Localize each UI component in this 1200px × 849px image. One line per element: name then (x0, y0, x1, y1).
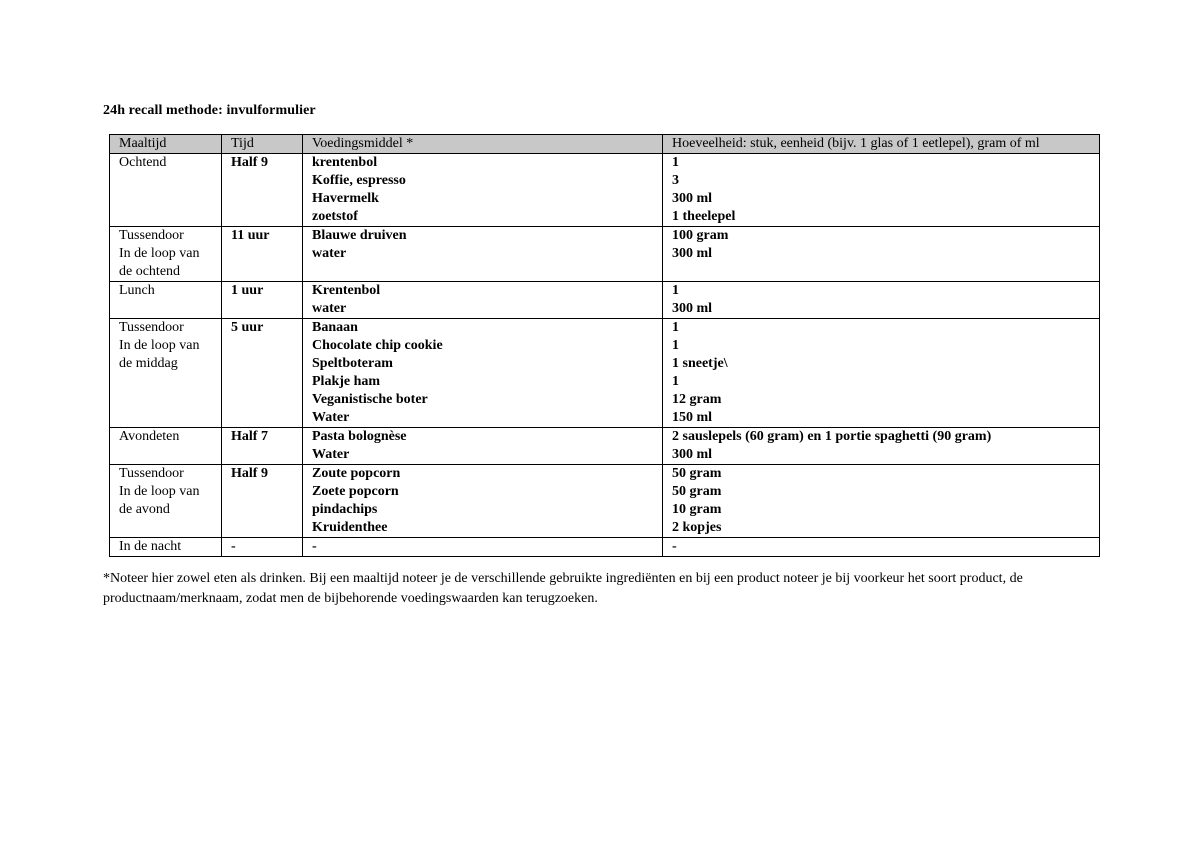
recall-table (109, 134, 1100, 557)
time-cell-value: Half 9 (231, 466, 268, 481)
amount-cell-line: 10 gram (672, 502, 722, 517)
time-cell-value: - (231, 539, 236, 554)
food-cell (303, 282, 663, 319)
amount-cell (663, 282, 1100, 319)
amount-cell (663, 154, 1100, 227)
table-row (110, 154, 1100, 227)
amount-cell-line: 300 ml (672, 191, 713, 206)
amount-cell-line: 12 gram (672, 392, 722, 407)
amount-cell-line: 150 ml (672, 410, 713, 425)
meal-cell (110, 154, 222, 227)
meal-cell-line: Lunch (119, 283, 155, 298)
amount-cell-line: - (672, 539, 677, 554)
amount-cell-line: 1 (672, 374, 679, 389)
amount-cell (663, 538, 1100, 557)
amount-cell-line: 100 gram (672, 228, 729, 243)
food-cell-line: Pasta bolognèse (312, 429, 407, 444)
amount-cell-line: 1 (672, 338, 679, 353)
time-cell (222, 282, 303, 319)
amount-cell-line: 300 ml (672, 301, 713, 316)
amount-cell-line: 1 sneetje\ (672, 356, 728, 371)
header-food: Voedingsmiddel * (303, 135, 663, 154)
time-cell-value: Half 9 (231, 155, 268, 170)
time-cell (222, 538, 303, 557)
food-cell-line: Havermelk (312, 191, 379, 206)
food-cell-line: Krentenbol (312, 283, 381, 298)
table-row (110, 227, 1100, 282)
meal-cell-line: In de nacht (119, 539, 182, 554)
time-cell-value: 11 uur (231, 228, 270, 243)
food-cell (303, 319, 663, 428)
food-cell-line: water (312, 246, 347, 261)
food-cell-line: pindachips (312, 502, 378, 517)
food-cell-line: Speltboteram (312, 356, 393, 371)
amount-cell-line: 2 sauslepels (60 gram) en 1 portie spaghetti (90 gram) (672, 429, 992, 444)
table-row (110, 428, 1100, 465)
meal-cell-line: de avond (119, 502, 170, 517)
meal-cell-line: de ochtend (119, 264, 181, 279)
meal-cell-line: Avondeten (119, 429, 180, 444)
food-cell-line: Koffie, espresso (312, 173, 406, 188)
food-cell-line: Water (312, 410, 350, 425)
food-cell-line: Blauwe druiven (312, 228, 407, 243)
amount-cell (663, 227, 1100, 282)
meal-cell-line: de middag (119, 356, 178, 371)
amount-cell-line: 1 (672, 320, 679, 335)
meal-cell-line: Tussendoor (119, 228, 184, 243)
meal-cell (110, 227, 222, 282)
time-cell (222, 465, 303, 538)
meal-cell-line: In de loop van (119, 484, 200, 499)
food-cell-line: Water (312, 447, 350, 462)
food-cell-line: Kruidenthee (312, 520, 388, 535)
page-title: 24h recall methode: invulformulier (103, 103, 316, 118)
table-row (110, 538, 1100, 557)
meal-cell-line: Ochtend (119, 155, 167, 170)
food-cell (303, 227, 663, 282)
time-cell-value: 1 uur (231, 283, 264, 298)
meal-cell (110, 319, 222, 428)
table-row (110, 319, 1100, 428)
amount-cell-line: 50 gram (672, 484, 722, 499)
footnote: *Noteer hier zowel eten als drinken. Bij een maaltijd noteer je de verschillende gebruikte ingrediënten en bij een product noteer je bij voorkeur het soort product, de productnaam/merknaam, zodat men de bijbehorende voedingswaarden kan terugzoeken. (103, 571, 1023, 606)
food-cell-line: Plakje ham (312, 374, 381, 389)
amount-cell-line: 300 ml (672, 447, 713, 462)
meal-cell (110, 282, 222, 319)
time-cell (222, 319, 303, 428)
food-cell-line: - (312, 539, 317, 554)
food-cell-line: Banaan (312, 320, 358, 335)
header-amount: Hoeveelheid: stuk, eenheid (bijv. 1 glas of 1 eetlepel), gram of ml (663, 135, 1100, 154)
header-meal: Maaltijd (110, 135, 222, 154)
time-cell (222, 154, 303, 227)
meal-cell (110, 428, 222, 465)
food-cell (303, 428, 663, 465)
time-cell (222, 428, 303, 465)
amount-cell-line: 1 (672, 283, 679, 298)
meal-cell-line: In de loop van (119, 338, 200, 353)
food-cell-line: Zoute popcorn (312, 466, 401, 481)
recall-table-body (110, 154, 1100, 557)
table-row (110, 465, 1100, 538)
food-cell-line: zoetstof (312, 209, 358, 224)
food-cell (303, 538, 663, 557)
header-time: Tijd (222, 135, 303, 154)
amount-cell (663, 319, 1100, 428)
amount-cell-line: 50 gram (672, 466, 722, 481)
time-cell-value: Half 7 (231, 429, 268, 444)
food-cell (303, 465, 663, 538)
meal-cell (110, 465, 222, 538)
amount-cell-line: 2 kopjes (672, 520, 722, 535)
meal-cell-line: In de loop van (119, 246, 200, 261)
food-cell-line: krentenbol (312, 155, 378, 170)
time-cell-value: 5 uur (231, 320, 264, 335)
amount-cell-line: 300 ml (672, 246, 713, 261)
amount-cell-line: 1 (672, 155, 679, 170)
amount-cell-line: 1 theelepel (672, 209, 736, 224)
header-row (110, 135, 1100, 154)
food-cell-line: water (312, 301, 347, 316)
food-cell-line: Zoete popcorn (312, 484, 399, 499)
food-cell-line: Chocolate chip cookie (312, 338, 443, 353)
meal-cell-line: Tussendoor (119, 466, 184, 481)
amount-cell (663, 428, 1100, 465)
food-cell (303, 154, 663, 227)
food-cell-line: Veganistische boter (312, 392, 428, 407)
time-cell (222, 227, 303, 282)
table-row (110, 282, 1100, 319)
meal-cell (110, 538, 222, 557)
amount-cell (663, 465, 1100, 538)
meal-cell-line: Tussendoor (119, 320, 184, 335)
amount-cell-line: 3 (672, 173, 679, 188)
